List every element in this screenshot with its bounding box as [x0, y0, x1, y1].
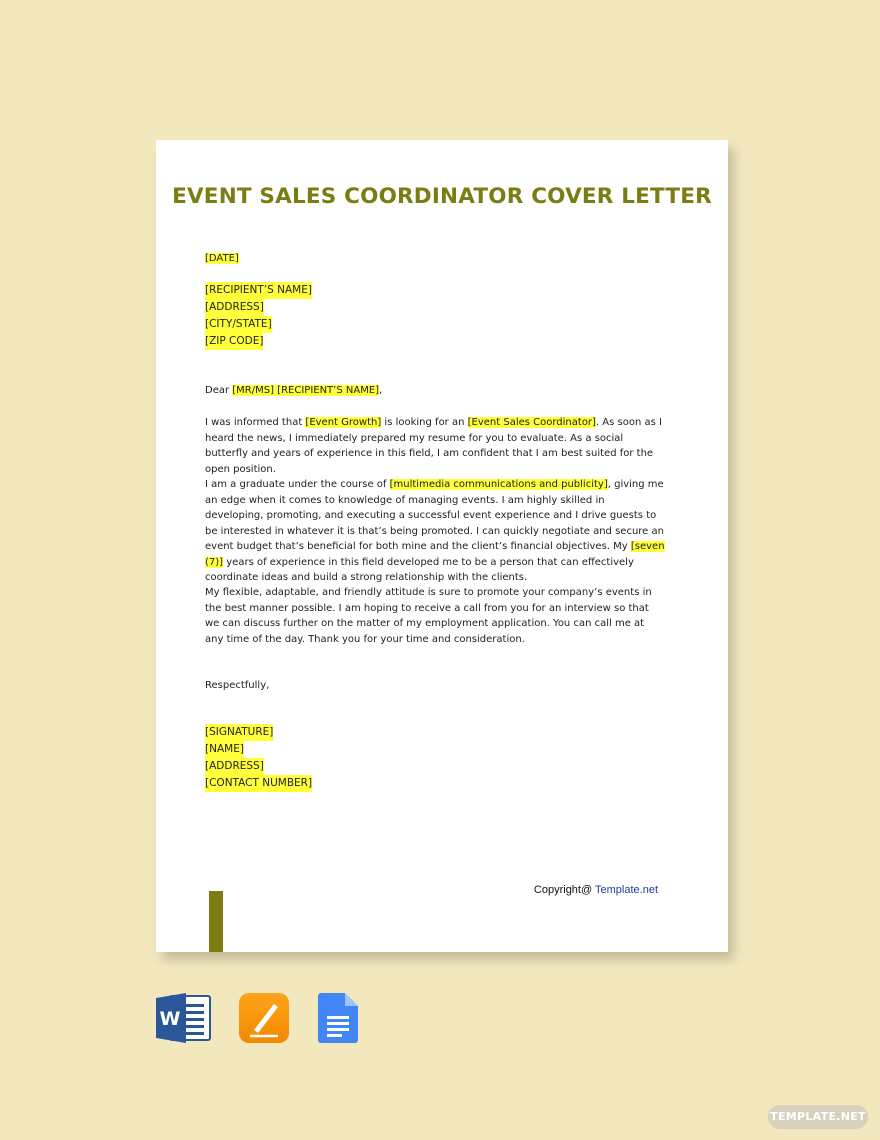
p1-text-2: is looking for an — [381, 417, 468, 428]
word-icon[interactable] — [156, 992, 212, 1044]
accent-bar — [209, 891, 223, 952]
salutation — [205, 383, 665, 399]
signature-block — [205, 724, 665, 792]
watermark-badge: TEMPLATE.NET — [768, 1105, 868, 1129]
copyright-link[interactable]: Template.net — [595, 884, 658, 896]
paragraph-3: My flexible, adaptable, and friendly attitude is sure to promote your company’s events in the best manner possible. I am hoping to receive a call from you for an interview so that we can discuss further on the matter of my employment application. You can call me at any time of the day. Thank you for your time and consideration. — [205, 587, 652, 645]
svg-text:W: W — [159, 1008, 181, 1030]
p1-text-1: I was informed that — [205, 417, 306, 428]
pages-icon[interactable] — [238, 992, 290, 1044]
salutation-name: [MR/MS] [RECIPIENT’S NAME] — [232, 385, 380, 396]
p2-text-1: I am a graduate under the course of — [205, 479, 390, 490]
paragraph-2 — [205, 477, 665, 586]
copyright-line — [534, 884, 658, 896]
p2-course-placeholder: [multimedia communications and publicity] — [389, 479, 608, 490]
recipient-city-state: [CITY/STATE] — [205, 316, 272, 333]
salutation-comma: , — [379, 385, 383, 396]
date-field — [205, 251, 665, 267]
p1-company-placeholder: [Event Growth] — [305, 417, 382, 428]
letter-page — [156, 140, 728, 952]
salutation-dear: Dear — [205, 385, 233, 396]
address-placeholder: [ADDRESS] — [205, 758, 264, 775]
google-docs-icon[interactable] — [317, 992, 359, 1044]
p1-text-3: . As soon as I heard the news, I immediately prepared my resume for you to evaluate. As a social butterfly and years of experience in this field, I am confident that I am best suited for the open position. — [205, 417, 662, 475]
paragraph-1 — [205, 415, 665, 477]
copyright-label: Copyright@ — [533, 884, 596, 896]
closing: Respectfully, — [205, 680, 270, 691]
recipient-name: [RECIPIENT’S NAME] — [205, 282, 312, 299]
recipient-address: [ADDRESS] — [205, 299, 264, 316]
page-title: EVENT SALES COORDINATOR COVER LETTER — [172, 184, 712, 209]
recipient-block — [205, 282, 665, 350]
p1-position-placeholder: [Event Sales Coordinator] — [467, 417, 596, 428]
p2-text-2: , giving me an edge when it comes to knowledge of managing events. I am highly skilled in developing, promoting, and executing a successful event experience and I drive guests to be interested in whatever it is that’s being promoted. I can quickly negotiate and secure an event budget that’s beneficial for both mine and the client’s financial objectives. My — [205, 479, 664, 552]
p2-text-3: years of experience in this field developed me to be a person that can effectively coordinate ideas and build a strong relationship with the clients. — [205, 556, 634, 583]
contact-number-placeholder: [CONTACT NUMBER] — [205, 775, 312, 792]
signature-placeholder: [SIGNATURE] — [205, 724, 273, 741]
recipient-zip: [ZIP CODE] — [205, 333, 263, 350]
date-placeholder: [DATE] — [205, 253, 239, 264]
name-placeholder: [NAME] — [205, 741, 244, 758]
p2-years-placeholder: [seven (7)] — [205, 541, 665, 568]
